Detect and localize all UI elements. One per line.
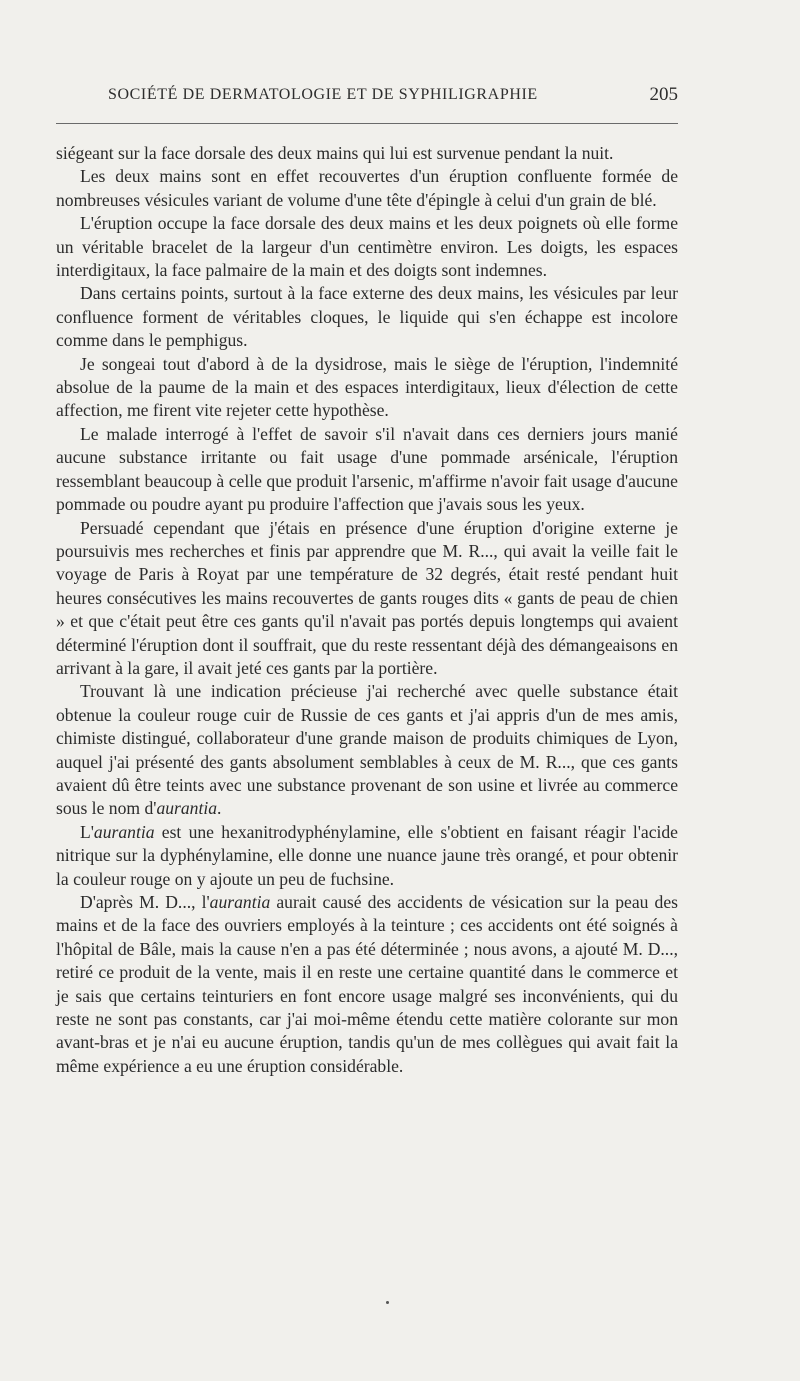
paragraph — [56, 423, 678, 517]
print-speck — [386, 1301, 389, 1304]
paragraph — [56, 142, 678, 165]
paragraph-text: Trouvant là une indication précieuse j'ai recherché avec quelle substance était obtenue la couleur rouge cuir de Russie de ces gants et j'ai appris d'un de mes amis, chimiste distingué, collaborateur d'une grande maison de produits chimiques de Lyon, auquel j'ai présenté des gants absolument semblables à ceux de M. R..., que ces gants avaient dû être teints avec une substance provenant de son usine et livrée au commerce sous le nom d' — [56, 681, 678, 819]
paragraph-text: Les deux mains sont en effet recouvertes d'un éruption confluente formée de nombreuses vésicules variant de volume d'une tête d'épingle à celui d'un grain de blé. — [56, 166, 678, 210]
italic-term: aurantia — [156, 798, 218, 819]
header-title: SOCIÉTÉ DE DERMATOLOGIE ET DE SYPHILIGRAPHIE — [108, 86, 538, 103]
paragraph — [56, 680, 678, 820]
paragraph-text: Dans certains points, surtout à la face externe des deux mains, les vésicules par leur confluence forment de véritables cloques, le liquide qui s'en échappe est incolore comme dans le pemphigus. — [56, 283, 678, 351]
italic-term: aurantia — [209, 892, 271, 912]
paragraph — [56, 517, 678, 681]
page-number: 205 — [649, 84, 678, 105]
paragraph — [56, 282, 678, 352]
paragraph-text: Persuadé cependant que j'étais en présence d'une éruption d'origine externe je poursuivis mes recherches et finis par apprendre que M. R..., qui avait la veille fait le voyage de Paris à Royat par une température de 32 degrés, était resté pendant huit heures consécutives les mains recouvertes de gants rouges dits « gants de peau de chien » et que c'était peut être ces gants qu'il n'avait pas portés depuis longtemps qui avaient déterminé l'éruption dont il souffrait, que du reste ressentant déjà des démangeaisons en arrivant à la gare, il avait jeté ces gants par la portière. — [56, 517, 678, 678]
paragraph-text: D'après M. D..., l' — [80, 892, 210, 912]
paragraph-text: Je songeai tout d'abord à de la dysidrose, mais le siège de l'éruption, l'indemnité absolue de la paume de la main et des espaces interdigitaux, lieux d'élection de cette affection, me firent vite rejeter cette hypothèse. — [56, 353, 678, 421]
paragraph — [56, 165, 678, 212]
italic-term: aurantia — [93, 821, 155, 842]
paragraph-text: siégeant sur la face dorsale des deux mains qui lui est survenue pendant la nuit. — [56, 143, 614, 163]
paragraph-text: Le malade interrogé à l'effet de savoir s'il n'avait dans ces derniers jours manié aucune substance irritante ou fait usage d'une pommade arsénicale, l'éruption ressemblant beaucoup à celle que produit l'arsenic, m'affirme n'avoir fait usage d'aucune pommade ou poudre ayant pu produire l'affection que j'avais sous les yeux. — [56, 423, 678, 515]
paragraph — [56, 353, 678, 423]
paragraph — [56, 821, 678, 891]
paragraph — [56, 891, 678, 1078]
paragraph-text: . — [217, 798, 222, 819]
header-rule — [56, 123, 678, 124]
article-body — [56, 142, 678, 1078]
paragraph-text: aurait causé des accidents de vésication sur la peau des mains et de la face des ouvriers employés à la teinture ; ces accidents ont été soignés à l'hôpital de Bâle, mais la cause n'en a pas été déterminée ; nous avons, a ajouté M. D..., retiré ce produit de la vente, mais il en reste une certaine quantité dans le commerce et je sais que certains teinturiers en font encore usage malgré ses inconvénients, qui du reste ne sont pas constants, car j'ai moi-même étendu cette matière colorante sur mon avant-bras et je n'ai eu aucune éruption, tandis qu'un de mes collègues qui avait fait la même expérience a eu une éruption considérable. — [56, 892, 679, 1076]
paragraph — [56, 212, 678, 282]
paragraph-text: est une hexanitrodyphénylamine, elle s'obtient en faisant réagir l'acide nitrique sur la dyphénylamine, elle donne une nuance jaune très orangé, et pour obtenir la couleur rouge on y ajoute un peu de fuchsine. — [56, 821, 678, 889]
paragraph-text: L' — [80, 821, 94, 842]
paragraph-text: L'éruption occupe la face dorsale des deux mains et les deux poignets où elle forme un véritable bracelet de la largeur d'un centimètre environ. Les doigts, les espaces interdigitaux, la face palmaire de la main et des doigts sont indemnes. — [56, 213, 678, 281]
